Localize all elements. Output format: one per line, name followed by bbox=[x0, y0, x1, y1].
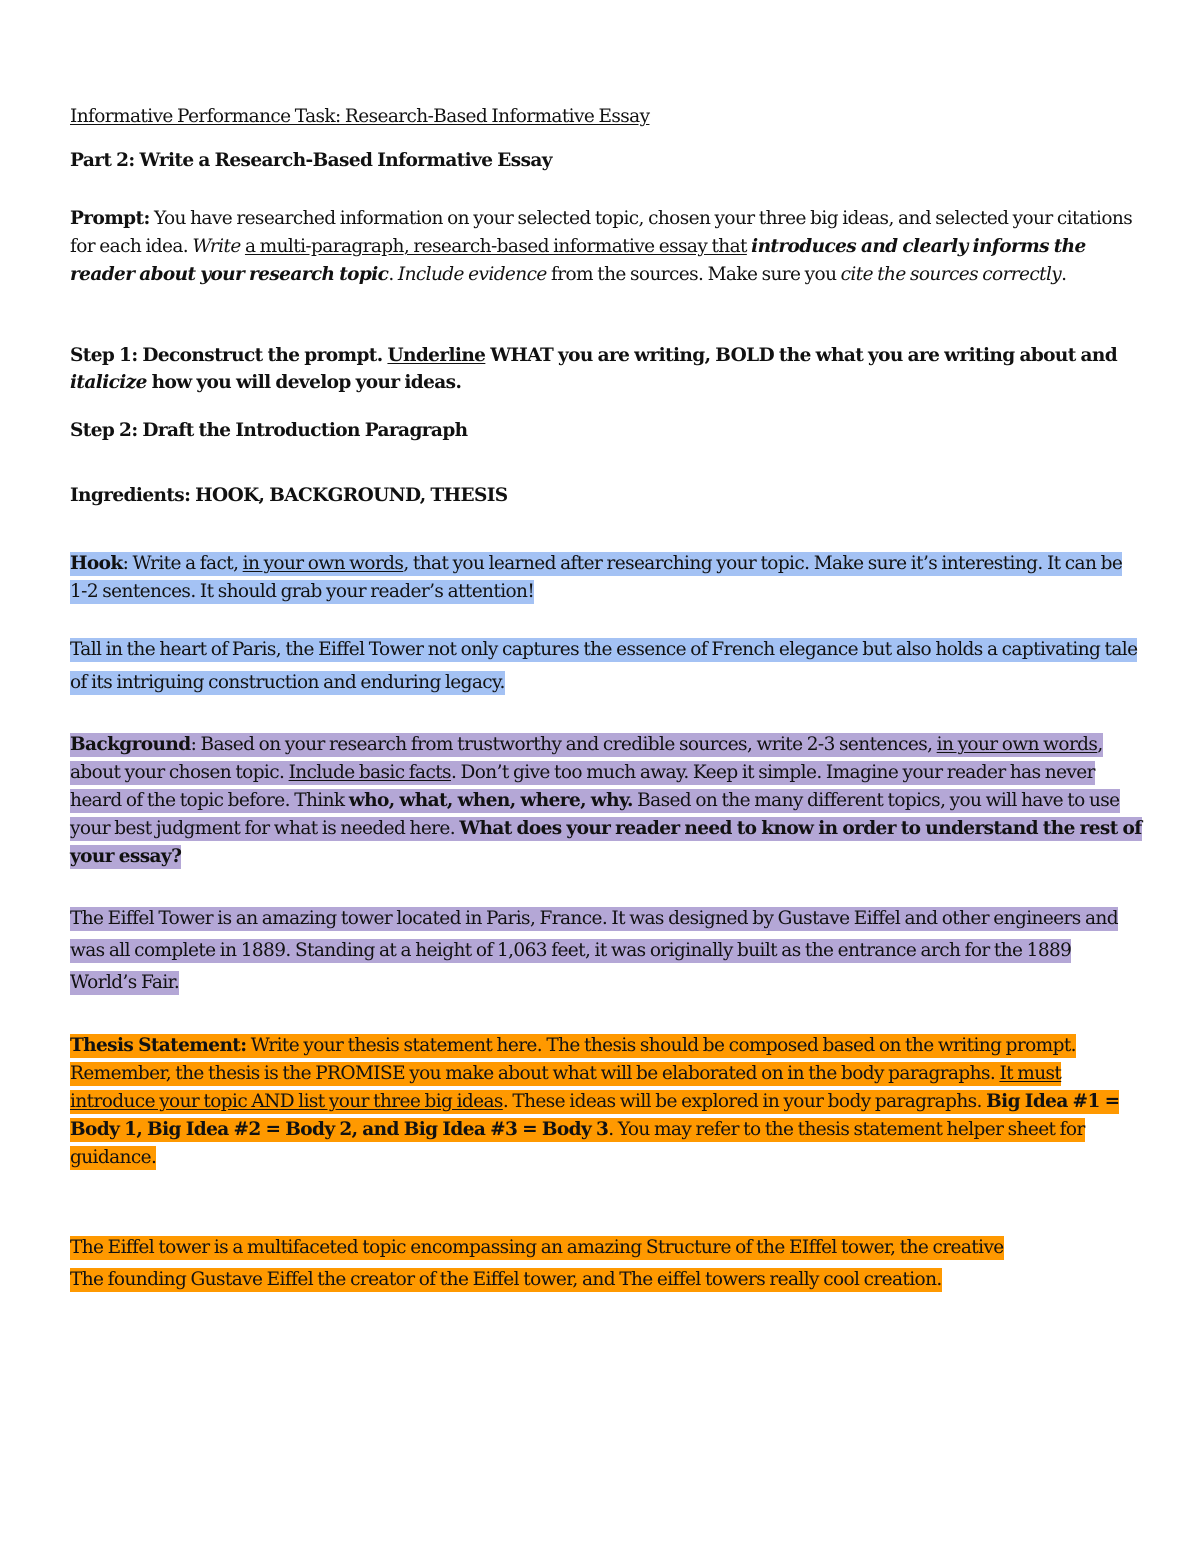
prompt-text-3: from the sources. Make sure you bbox=[546, 264, 841, 285]
thesis-text-3: . You may refer to the thesis statement helper sheet for guidance. bbox=[70, 1119, 1085, 1168]
hook-highlight bbox=[70, 552, 1122, 604]
document-title-text: Informative Performance Task: Research-Based Informative Essay bbox=[70, 106, 650, 127]
prompt-write: Write bbox=[192, 236, 241, 257]
prompt-text-1: You have researched information on your selected topic, chosen your three big ideas, and selected your citations for each idea. bbox=[70, 208, 1133, 257]
thesis-answer-line-2: The founding Gustave Eiffel the creator of the Eiffel tower, and The eiffel towers really cool creation. bbox=[70, 1269, 942, 1290]
part-heading: Part 2: Write a Research-Based Informative Essay bbox=[70, 150, 552, 171]
step2-heading: Step 2: Draft the Introduction Paragraph bbox=[70, 420, 468, 441]
background-text-3: . Don’t give too much away. Keep it simple. Imagine your reader has never heard of the topic before. Think bbox=[70, 762, 1095, 811]
background-bold-1: who, what, when, where, why. bbox=[348, 790, 633, 811]
hook-text-1: : Write a fact, bbox=[122, 553, 243, 574]
background-text-2: , about your chosen topic. bbox=[70, 734, 1103, 783]
prompt-paragraph bbox=[70, 205, 1142, 289]
prompt-underlined: a multi-paragraph, research-based informative essay that bbox=[244, 236, 747, 257]
hook-instructions bbox=[70, 550, 1142, 606]
hook-answer-text: Tall in the heart of Paris, the Eiffel Tower not only captures the essence of French elegance but also holds a captivating tale of its intriguing construction and enduring legacy. bbox=[70, 639, 1138, 693]
background-instructions bbox=[70, 731, 1142, 871]
step1-text-1: Step 1: Deconstruct the prompt. bbox=[70, 345, 388, 366]
prompt-label: Prompt: bbox=[70, 208, 150, 229]
background-text-1: : Based on your research from trustworthy and credible sources, write 2-3 sentences, bbox=[190, 734, 937, 755]
hook-underlined: in your own words bbox=[242, 553, 404, 574]
background-highlight bbox=[70, 733, 1142, 869]
thesis-text-2: . These ideas will be explored in your body paragraphs. bbox=[502, 1091, 987, 1112]
background-answer bbox=[70, 903, 1142, 999]
background-underlined-2: Include basic facts bbox=[288, 762, 451, 783]
prompt-bold-italic: introduces and clearly informs the reader about your research topic bbox=[70, 236, 1086, 285]
prompt-text-2: . bbox=[388, 264, 398, 285]
thesis-answer-line-1: The Eiffel tower is a multifaceted topic encompassing an amazing Structure of the EIffel tower, the creative bbox=[70, 1237, 1004, 1258]
step1-italicize-word: italicize bbox=[70, 372, 147, 393]
background-label: Background bbox=[70, 734, 191, 755]
hook-label: Hook bbox=[70, 553, 123, 574]
document-title bbox=[70, 106, 1142, 127]
thesis-highlight bbox=[70, 1034, 1119, 1170]
background-text-4: Based on the many different topics, you will have to use your best judgment for what is needed here. bbox=[70, 790, 1120, 839]
thesis-label: Thesis Statement: bbox=[70, 1035, 247, 1056]
thesis-bold: Big Idea #1 = Body 1, Big Idea #2 = Body 2, and Big Idea #3 = Body 3 bbox=[70, 1091, 1120, 1140]
thesis-answer bbox=[70, 1232, 1142, 1296]
thesis-instructions bbox=[70, 1032, 1142, 1172]
background-bold-2: What does your reader need to know in order to understand the rest of your essay? bbox=[70, 818, 1142, 867]
background-answer-text: The Eiffel Tower is an amazing tower located in Paris, France. It was designed by Gustave Eiffel and other engineers and was all complete in 1889. Standing at a height of 1,063 feet, it was originally built as the entrance arch for the 1889 World’s Fair. bbox=[70, 908, 1118, 993]
step1-text-2: WHAT you are writing, BOLD the what you are writing about and bbox=[485, 345, 1118, 366]
ingredients-heading: Ingredients: HOOK, BACKGROUND, THESIS bbox=[70, 485, 508, 506]
prompt-text-4: . bbox=[1061, 264, 1067, 285]
step1-text-3: how you will develop your ideas. bbox=[146, 372, 462, 393]
step1-underline-word: Underline bbox=[387, 345, 486, 366]
step1-paragraph bbox=[70, 342, 1142, 396]
prompt-cite: cite the sources correctly bbox=[840, 264, 1062, 285]
background-underlined-1: in your own words bbox=[936, 734, 1098, 755]
prompt-include-evidence: Include evidence bbox=[397, 264, 547, 285]
hook-text-2: , that you learned after researching your topic. Make sure it’s interesting. It can be 1-2 sentences. It should grab your reader’s attention! bbox=[70, 553, 1123, 602]
thesis-text-1: Write your thesis statement here. The thesis should be composed based on the writing prompt. Remember, the thesis is the PROMISE you make about what will be elaborated on in the body paragraphs. bbox=[70, 1035, 1076, 1084]
thesis-underlined: It must introduce your topic AND list your three big ideas bbox=[70, 1063, 1062, 1112]
hook-answer bbox=[70, 633, 1142, 699]
